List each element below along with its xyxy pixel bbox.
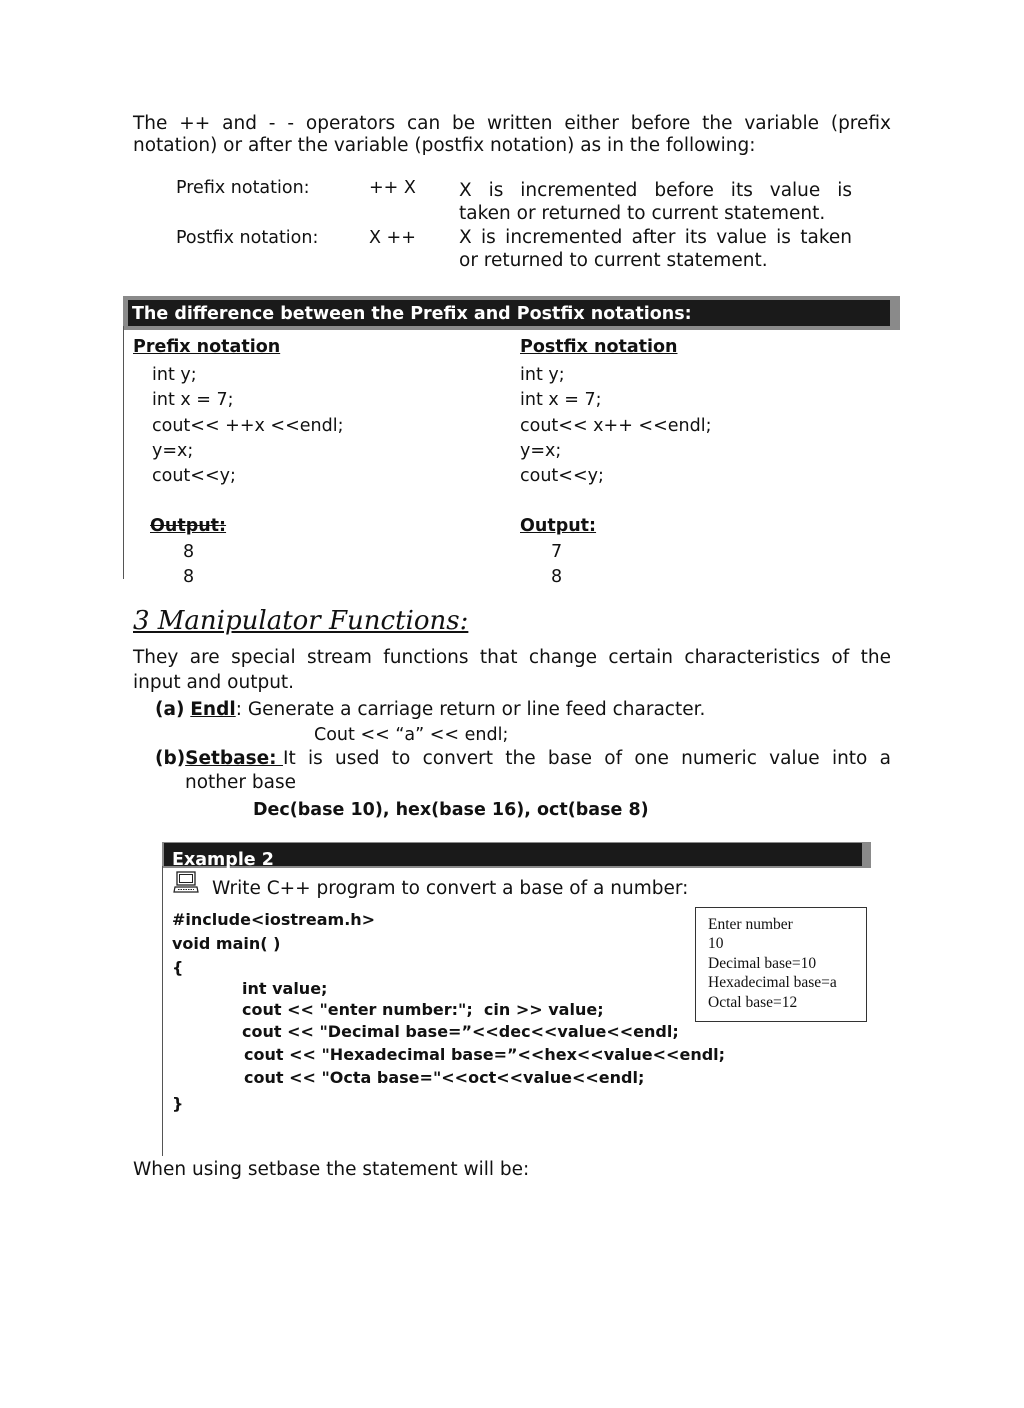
postfix-code-line: int x = 7; (520, 390, 602, 410)
output-box (695, 907, 867, 1022)
prefix-col-header: Prefix notation (133, 337, 281, 357)
postfix-desc-2: or returned to current statement. (459, 250, 768, 271)
example-bar-title: Example 2 (172, 850, 274, 870)
code-line: void main( ) (172, 934, 281, 953)
postfix-output-label: Output: (520, 516, 597, 536)
section-heading: 3 Manipulator Functions: (133, 606, 469, 636)
code-line: } (172, 1094, 184, 1113)
prefix-output-label: Output: (150, 516, 227, 536)
closing-text: When using setbase the statement will be: (133, 1159, 530, 1180)
intro-line-1: The ++ and - - operators can be written either before the variable (prefix (133, 113, 891, 134)
output-line: Decimal base=10 (708, 955, 817, 972)
difference-bar (128, 300, 890, 326)
postfix-output-value: 7 (551, 542, 563, 562)
prefix-expr: ++ X (369, 178, 416, 198)
item-b-term: Setbase: (185, 748, 283, 769)
code-line: int value; (242, 979, 328, 998)
postfix-code-line: cout<<y; (520, 466, 604, 486)
postfix-code-line: int y; (520, 365, 565, 385)
prefix-code-line: int y; (152, 365, 197, 385)
item-a-example: Cout << “a” << endl; (314, 725, 509, 745)
code-line: cout << "enter number:"; cin >> value; (242, 1000, 604, 1019)
code-line: { (172, 958, 184, 977)
prefix-code-line: y=x; (152, 441, 194, 461)
prefix-code-line: int x = 7; (152, 390, 234, 410)
prefix-code-line: cout<< ++x <<endl; (152, 416, 344, 436)
item-b (155, 748, 891, 770)
prefix-code-line: cout<<y; (152, 466, 236, 486)
item-b-text: It is used to convert the base of one numeric value into a (283, 748, 891, 769)
item-a-text: : Generate a carriage return or line feed character. (235, 699, 706, 720)
output-line: Hexadecimal base=a (708, 974, 837, 991)
prefix-output-value: 8 (183, 567, 195, 587)
prefix-label: Prefix notation: (176, 178, 310, 198)
postfix-code-line: y=x; (520, 441, 562, 461)
item-b-line-2: nother base (185, 772, 296, 793)
example-bar (164, 843, 862, 870)
postfix-label: Postfix notation: (176, 228, 319, 248)
section-intro-line-2: input and output. (133, 672, 295, 693)
postfix-col-header: Postfix notation (520, 337, 678, 357)
code-line: cout << "Octa base="<<oct<<value<<endl; (244, 1068, 645, 1087)
section-intro-line-1: They are special stream functions that change certain characteristics of the (133, 647, 891, 668)
intro-line-2: notation) or after the variable (postfix notation) as in the following: (133, 135, 756, 156)
postfix-desc-1: X is incremented after its value is taken (459, 227, 852, 248)
difference-bar-title: The difference between the Prefix and Postfix notations: (132, 304, 692, 324)
output-line: Octal base=12 (708, 994, 798, 1011)
prefix-desc-1: X is incremented before its value is (459, 180, 852, 201)
code-line: cout << "Hexadecimal base=”<<hex<<value<<endl; (244, 1045, 726, 1064)
item-a-term: Endl (190, 699, 236, 720)
item-a (155, 699, 705, 721)
item-b-bases: Dec(base 10), hex(base 16), oct(base 8) (253, 800, 649, 820)
code-line: cout << "Decimal base=”<<dec<<value<<endl; (242, 1022, 679, 1041)
computer-icon (173, 871, 199, 893)
postfix-code-line: cout<< x++ <<endl; (520, 416, 712, 436)
example-task: Write C++ program to convert a base of a number: (212, 878, 689, 899)
output-line: Enter number (708, 916, 793, 933)
prefix-desc-2: taken or returned to current statement. (459, 203, 826, 224)
prefix-output-value: 8 (183, 542, 195, 562)
postfix-output-value: 8 (551, 567, 563, 587)
item-b-prefix: (b) (155, 748, 186, 769)
left-rule (123, 326, 124, 579)
item-a-prefix: (a) (155, 699, 185, 720)
code-line: #include<iostream.h> (172, 910, 376, 929)
postfix-expr: X ++ (369, 228, 416, 248)
output-line: 10 (708, 935, 724, 952)
example-left-rule (162, 866, 163, 1156)
